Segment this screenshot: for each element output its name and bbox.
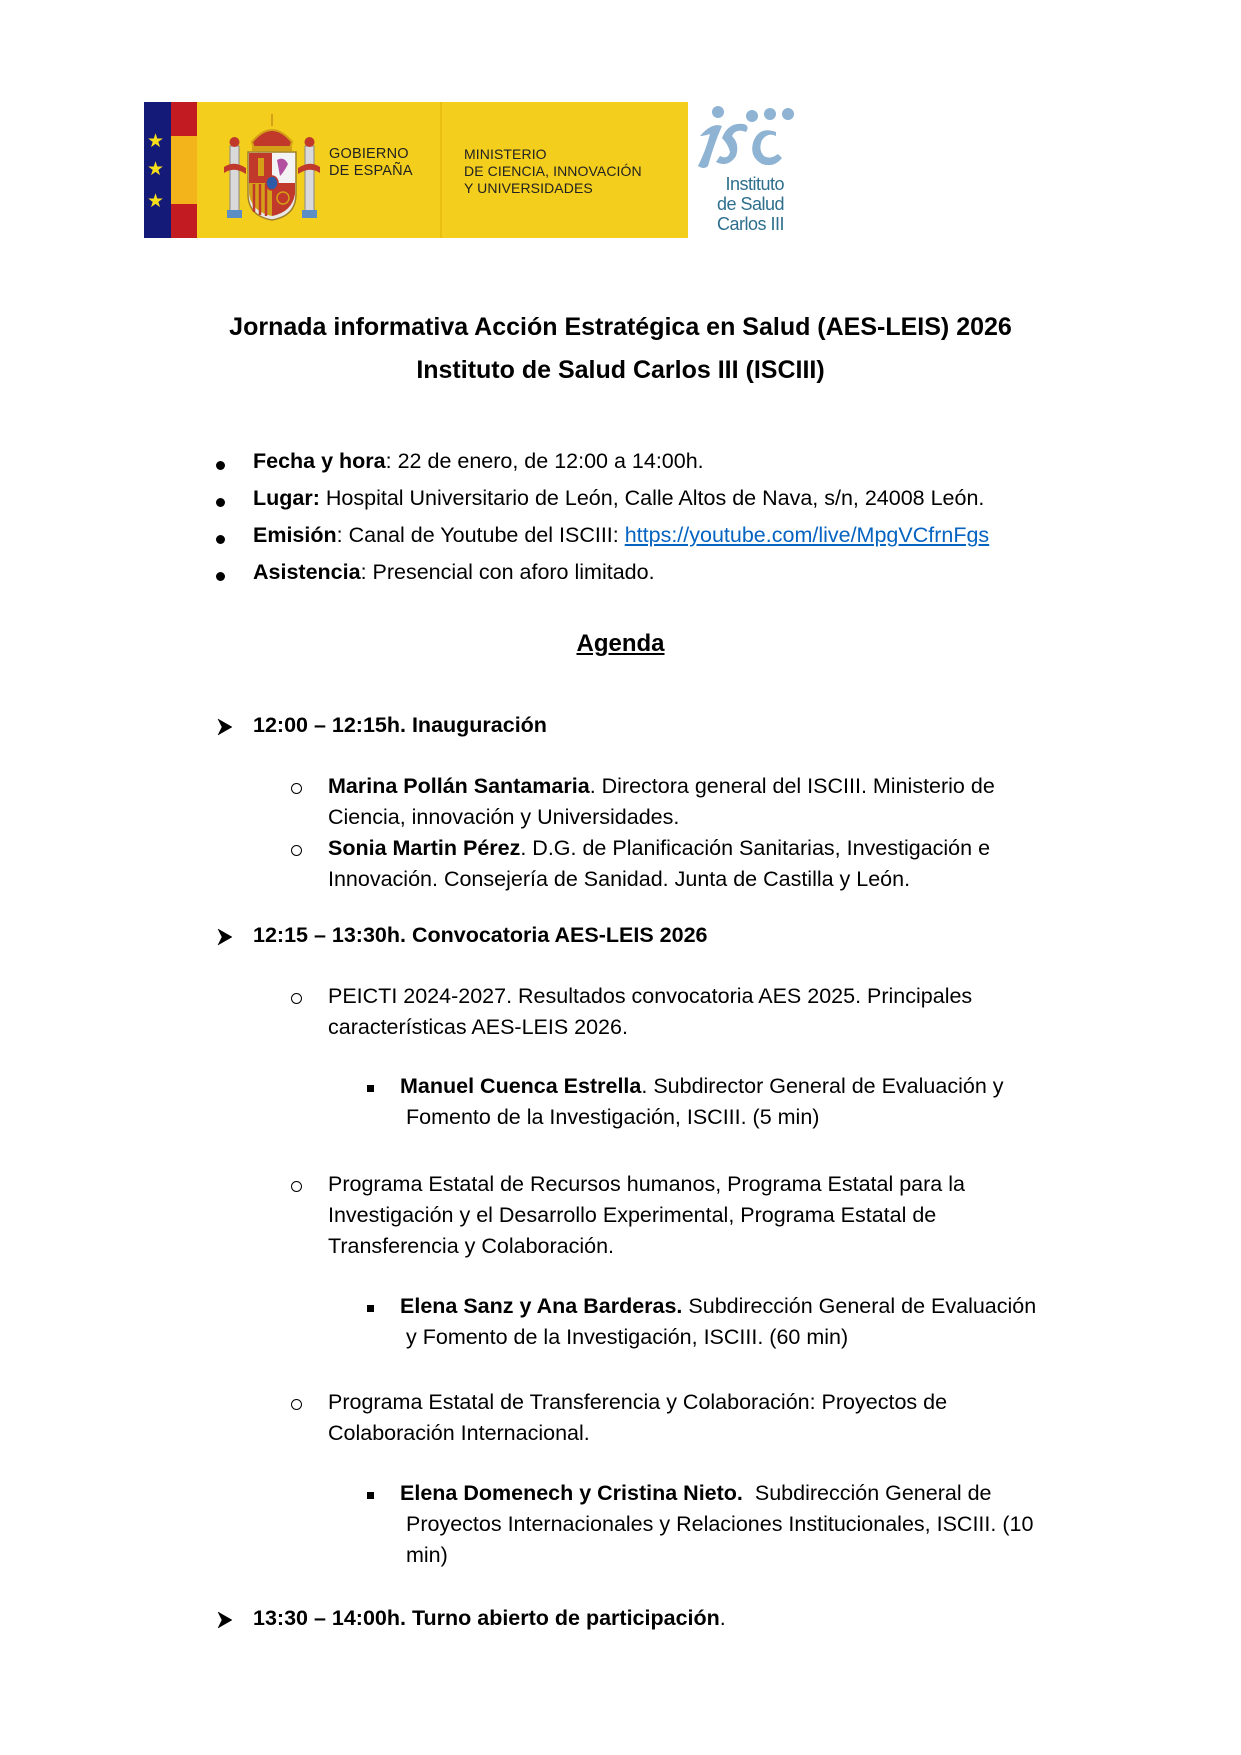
separator: : [336,523,349,547]
topic-text: Programa Estatal de Recursos humanos, Programa Estatal para la [328,1172,965,1196]
speaker-role: Proyectos Internacionales y Relaciones Institucionales, ISCIII. (10 [406,1512,1034,1536]
star-icon: ★ [147,131,165,152]
arrow-bullet-icon [217,1611,233,1629]
arrow-bullet-icon [217,718,233,736]
info-value: Presencial con aforo limitado. [372,560,655,584]
isc-line: Carlos III [716,214,784,234]
espana-line: DE ESPAÑA [329,163,413,179]
agenda-topic [328,981,1068,1043]
isc-line: de Salud [716,194,784,214]
speaker-role: Fomento de la Investigación, ISCIII. (5 min) [406,1105,820,1129]
star-icon: ★ [147,159,165,180]
eu-flag-strip [144,102,171,238]
topic-text: Transferencia y Colaboración. [328,1234,615,1258]
youtube-link[interactable]: https://youtube.com/live/MpgVCfrnFgs [624,523,990,547]
speaker-role: Subdirección General de [742,1481,992,1505]
topic-text: Investigación y el Desarrollo Experimental, Programa Estatal de [328,1203,937,1227]
info-value: Canal de Youtube del ISCIII: [348,523,625,547]
agenda-speaker [400,1478,1070,1571]
agenda-topic [328,1169,1068,1262]
speaker-role: Innovación. Consejería de Sanidad. Junta de Castilla y León. [328,867,911,891]
speaker-role: Ciencia, innovación y Universidades. [328,805,680,829]
info-label: Emisión [253,523,337,547]
speaker-role: min) [406,1543,448,1567]
separator: : [360,560,373,584]
topic-text: Colaboración Internacional. [328,1421,590,1445]
ministry-line: DE CIENCIA, INNOVACIÓN [464,163,642,179]
heading-text: 13:30 – 14:00h. Turno abierto de participación [253,1606,720,1630]
isciii-logo [692,102,802,238]
circle-bullet-icon [291,1181,302,1192]
speaker-name: Marina Pollán Santamaria [328,774,590,798]
topic-text: Programa Estatal de Transferencia y Colaboración: Proyectos de [328,1390,948,1414]
info-value: 22 de enero, de 12:00 a 14:00h. [397,449,704,473]
speaker-name: Manuel Cuenca Estrella [400,1074,642,1098]
separator: : [385,449,398,473]
agenda-heading: Agenda [576,630,665,657]
ministry-line: MINISTERIO [464,146,547,162]
speaker-role: . D.G. de Planificación Sanitarias, Investigación e [520,836,991,860]
speaker-role: . Subdirector General de Evaluación y [641,1074,1004,1098]
agenda-speaker [400,1291,1070,1353]
gobierno-espana-banner [144,102,688,238]
spain-flag-strip [171,102,197,238]
topic-text: PEICTI 2024-2027. Resultados convocatoria AES 2025. Principales [328,984,973,1008]
info-date [253,449,704,474]
agenda-speaker [400,1071,1070,1133]
agenda-item-heading [253,1606,726,1631]
info-label: Fecha y hora [253,449,386,473]
isc-mark-icon [692,104,802,174]
speaker-role: Subdirección General de Evaluación [682,1294,1037,1318]
bullet-icon [216,498,225,507]
speaker-name: Sonia Martin Pérez [328,836,521,860]
agenda-speaker [328,771,1068,833]
info-label: Asistencia [253,560,361,584]
arrow-bullet-icon [217,928,233,946]
speaker-role: . Directora general del ISCIII. Ministerio de [589,774,995,798]
square-bullet-icon [367,1085,374,1092]
agenda-speaker [328,833,1068,895]
gobierno-line: GOBIERNO [329,146,409,162]
document-subtitle: Instituto de Salud Carlos III (ISCIII) [416,356,825,384]
circle-bullet-icon [291,993,302,1004]
circle-bullet-icon [291,783,302,794]
topic-text: características AES-LEIS 2026. [328,1015,628,1039]
square-bullet-icon [367,1492,374,1499]
gobierno-espana-label [329,146,413,180]
coat-of-arms-icon [222,112,322,230]
isc-line: Instituto [725,174,784,194]
speaker-name: Elena Sanz y Ana Barderas. [400,1294,683,1318]
circle-bullet-icon [291,1399,302,1410]
bullet-icon [216,461,225,470]
info-attendance [253,560,655,585]
bullet-icon [216,572,225,581]
heading-tail: . [719,1606,726,1630]
ministry-label [464,146,642,197]
speaker-role: y Fomento de la Investigación, ISCIII. (60 min) [406,1325,849,1349]
agenda-topic [328,1387,1068,1449]
isciii-name [712,174,784,234]
speaker-name: Elena Domenech y Cristina Nieto. [400,1481,743,1505]
info-label: Lugar: [253,486,320,510]
agenda-item-heading: 12:00 – 12:15h. Inauguración [253,713,547,737]
banner-divider [440,102,442,238]
info-value: Hospital Universitario de León, Calle Altos de Nava, s/n, 24008 León. [325,486,985,510]
info-location [253,486,984,511]
star-icon: ★ [147,191,165,212]
document-title: Jornada informativa Acción Estratégica en Salud (AES-LEIS) 2026 [229,313,1012,341]
circle-bullet-icon [291,845,302,856]
square-bullet-icon [367,1305,374,1312]
agenda-item-heading: 12:15 – 13:30h. Convocatoria AES-LEIS 2026 [253,923,708,947]
info-broadcast [253,523,989,548]
ministry-line: Y UNIVERSIDADES [464,180,593,196]
bullet-icon [216,535,225,544]
